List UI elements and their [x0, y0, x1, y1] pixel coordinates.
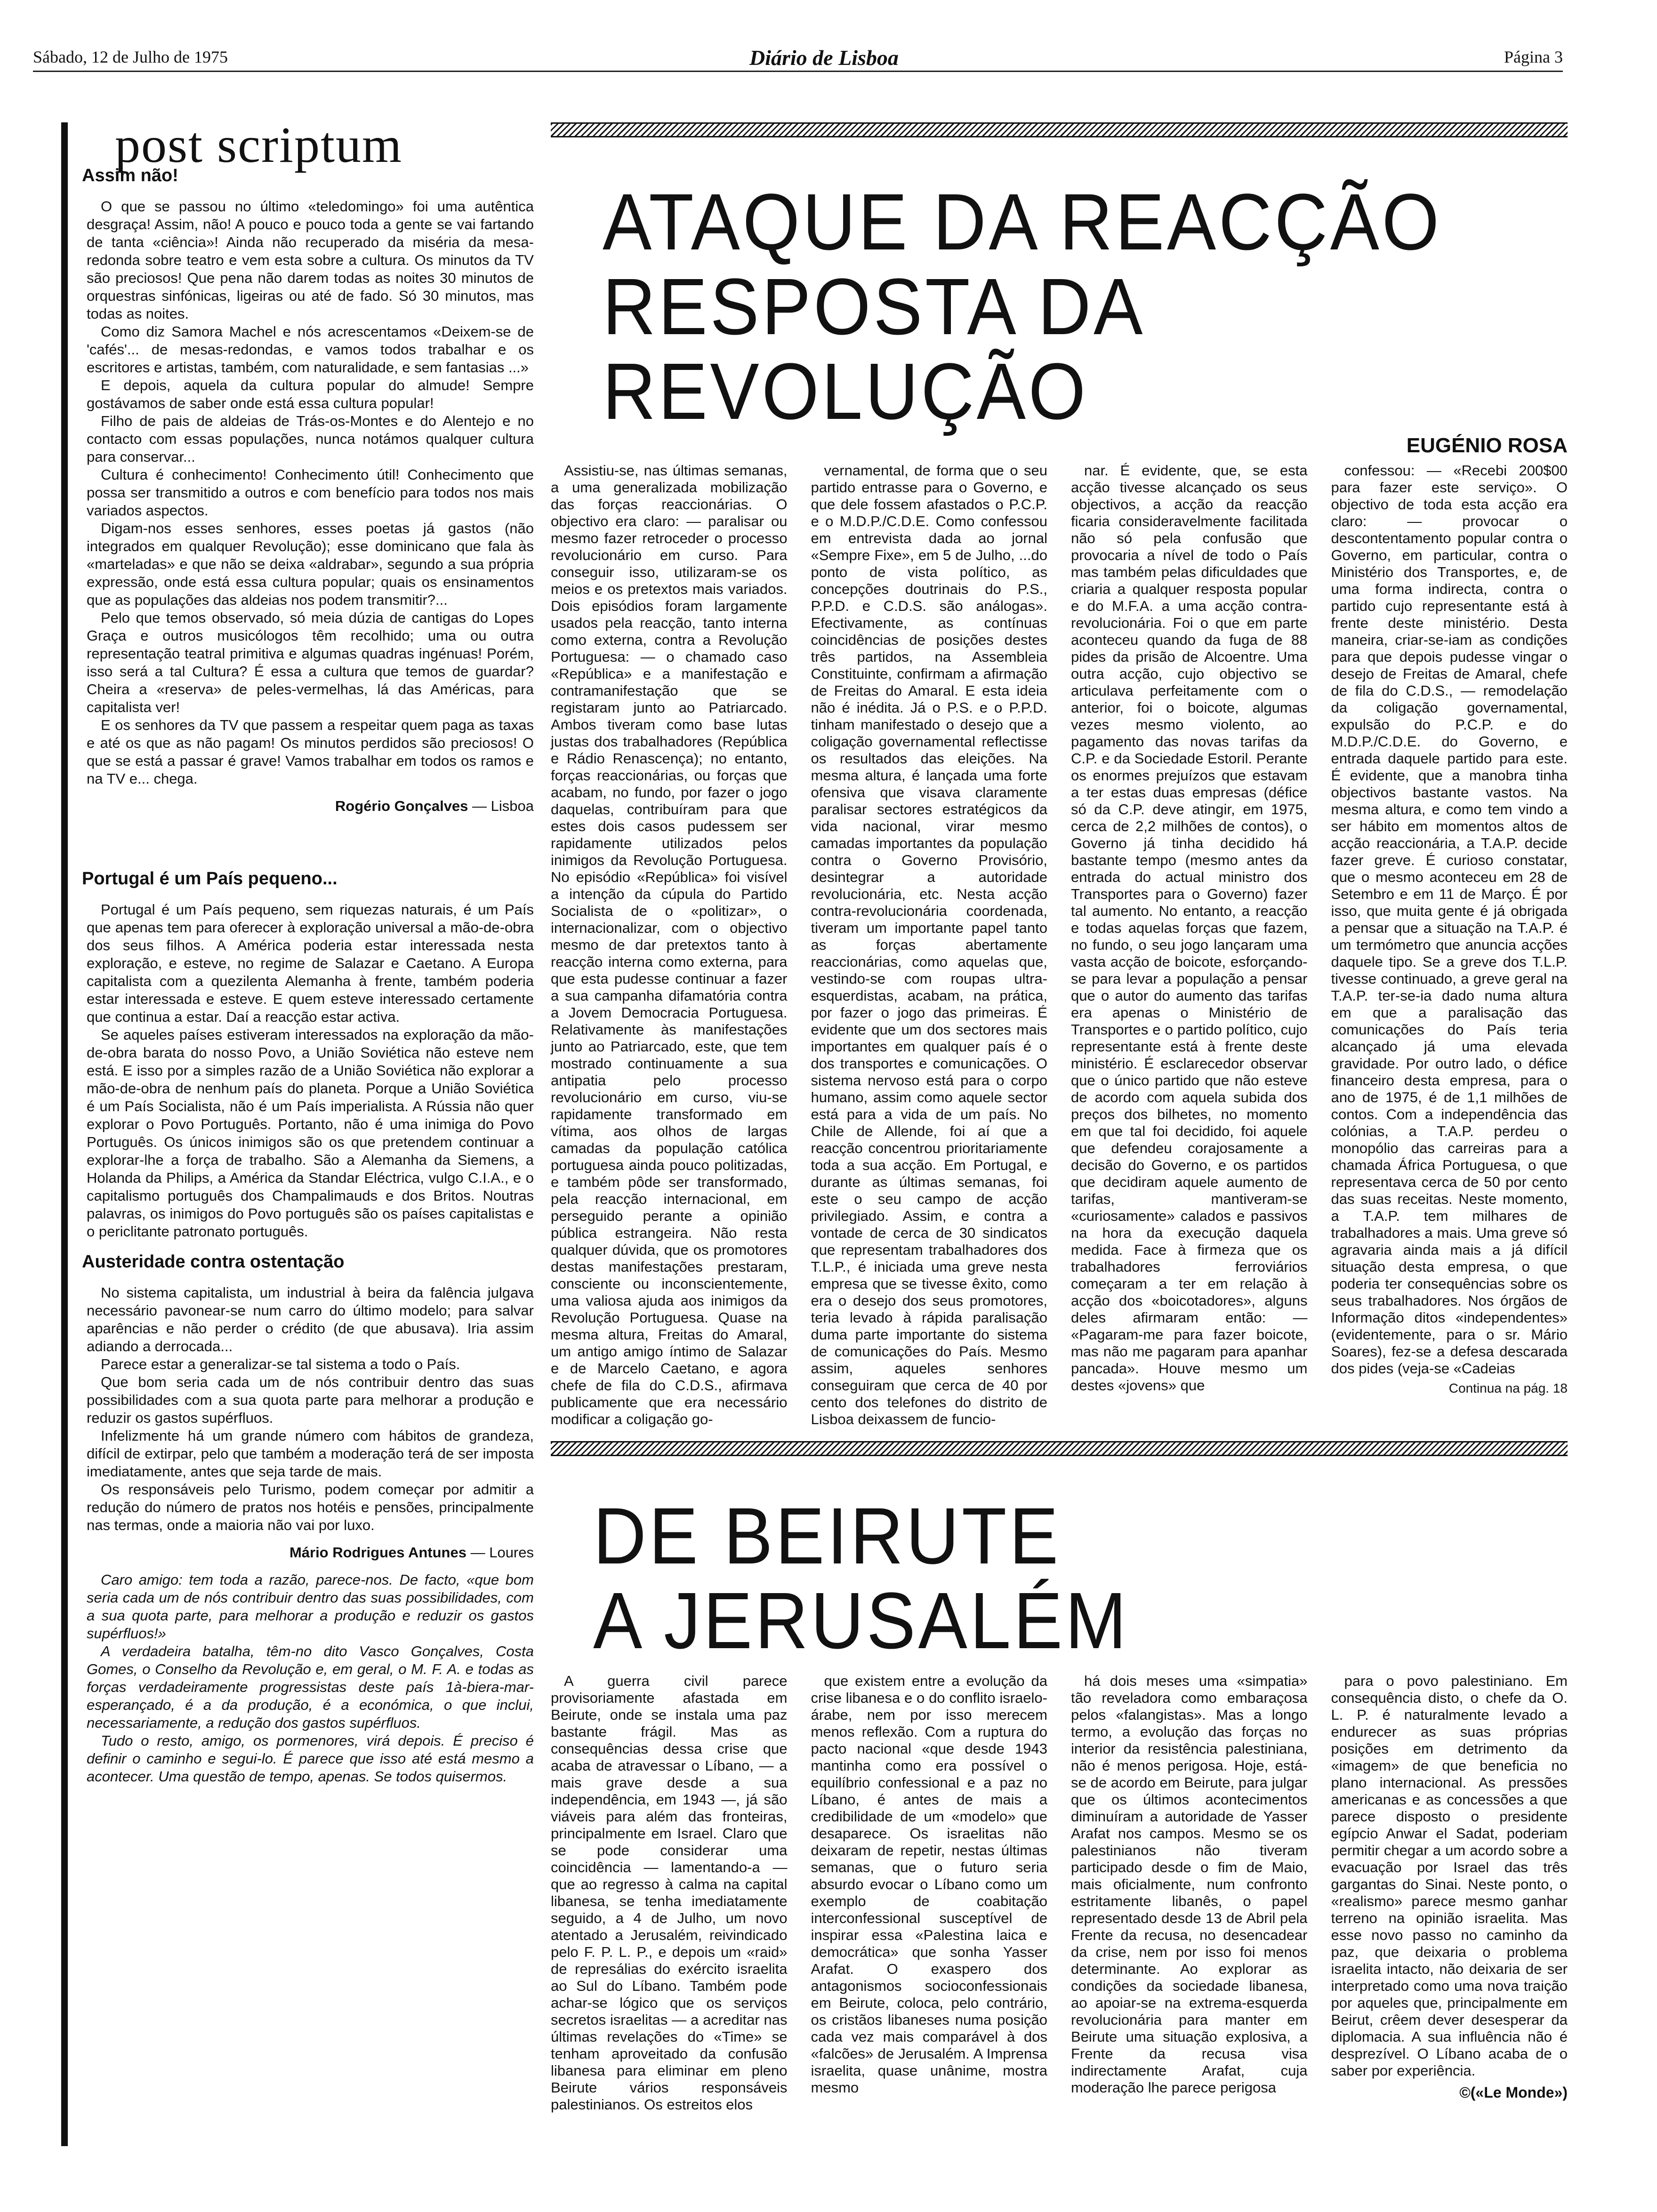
page-number: Página 3 [1504, 48, 1563, 66]
letter-heading: Assim não! [82, 166, 178, 185]
hatched-rule [551, 122, 1568, 137]
headline-line: DE BEIRUTE [593, 1491, 1061, 1581]
continued-link[interactable]: Continua na pág. 18 [1448, 1381, 1568, 1395]
article-column: vernamental, de forma que o seu partido entrasse para o Governo, e que dele fossem afastados o P.C.P. e o M.D.P./C.D.E. Como confessou em entrevista dada ao jornal «Sempre Fixe», em 5 de Julho, ...do ponto de vista político, as concepções doutrinais do P.S., P.P.D. e C.D.S. são análogas». Efectivamente, as contínuas coincidências de posições destes três partidos, na Assembleia Constituinte, confirmam a afirmação de Freitas do Amaral. E esta ideia não é inédita. Já o P.S. e o P.P.D. tinham manifestado o desejo que a coligação governamental reflectisse os resultados das eleições. Na mesma altura, é lançada uma forte ofensiva que visava claramente paralisar sectores estratégicos da vida nacional, virar mesmo camadas importantes da população contra o Governo Provisório, desintegrar a autoridade revolucionária, etc. Nesta acção contra-revolucionária coordenada, tiveram um importante papel tanto as forças abertamente reaccionárias, como aquelas que, vestindo-se com roupas ultra-esquerdistas, acabam, na prática, por fazer o jogo das primeiras. É evidente que um dos sectores mais importantes em qualquer país é o dos transportes e comunicações. O sistema nervoso está para o corpo humano, assim como aquele sector está para a vida de um país. No Chile de Allende, foi aí que a reacção concentrou prioritariamente toda a sua acção. Em Portugal, e durante as últimas semanas, foi este o seu campo de acção privilegiado. Assim, e contra a vontade de cerca de 30 sindicatos que representam trabalhadores dos T.L.P., é iniciada uma greve nesta empresa que se tivesse êxito, como era o desejo dos seus promotores, teria levado à rápida paralisação duma parte importante do sistema de comunicações do País. Mesmo assim, aqueles senhores conseguiram que cerca de 40 por cento dos telefones do distrito de Lisboa deixassem de funcio- [811, 462, 1047, 1427]
newspaper-name: Diário de Lisboa [744, 45, 904, 70]
headline-line: A JERUSALÉM [593, 1576, 1129, 1666]
letter-paragraph: Filho de pais de aldeias de Trás-os-Montes e do Alentejo e no contacto com essas populações, nunca notámos qualquer cultura para conservar... [87, 413, 534, 465]
signature-name: Rogério Gonçalves [335, 798, 468, 814]
letter-heading: Portugal é um País pequeno... [82, 869, 338, 889]
letter-paragraph: Infelizmente há um grande número com hábitos de grandeza, difícil de extirpar, pelo que também a moderação terá de ser imposta imediatamente, antes que seja tarde de mais. [87, 1427, 534, 1480]
article-headline [593, 1491, 1489, 1666]
article-body [551, 462, 1568, 1427]
article-column: para o povo palestiniano. Em consequência disto, o chefe da O. L. P. é naturalmente levado a endurecer as suas próprias posições em detrimento da «imagem» de que beneficia no plano internacional. As pressões americanas e as concessões a que parece disposto o presidente egípcio Anwar el Sadat, poderiam permitir chegar a um acordo sobre a evacuação por Israel das três gargantas do Sinai. Neste ponto, o «realismo» parece mesmo ganhar terreno na opinião israelita. Mas esse novo passo no caminho da paz, que deixaria o problema israelita intacto, não deixaria de ser interpretado como uma nova traição por aqueles que, principalmente em Beirut, crêem dever desesperar da diplomacia. A sua influência não é desprezível. O Líbano acaba de o saber por experiência. [1331, 1673, 1568, 2079]
signature-name: Mário Rodrigues Antunes [289, 1544, 467, 1561]
signature-location: — Lisboa [468, 798, 534, 814]
letter-paragraph: Os responsáveis pelo Turismo, podem começar por admitir a redução do número de pratos nos hotéis e pensões, principalmente nas termas, onde a maioria não vai por luxo. [87, 1481, 534, 1533]
editor-reply: Tudo o resto, amigo, os pormenores, virá depois. É preciso é definir o caminho e segui-lo. É parece que isso até está mesmo a acontecer. Uma questão de tempo, apenas. Se todos quisermos. [87, 1732, 534, 1785]
articles-area [551, 122, 1568, 2113]
article-column: Assistiu-se, nas últimas semanas, a uma generalizada mobilização das forças reaccionárias. O objectivo era claro: — paralisar ou mesmo fazer retroceder o processo revolucionário em curso. Para conseguir isso, utilizaram-se os meios e os pretextos mais variados. Dois episódios foram largamente usados pela reacção, tanto interna como externa, contra a Revolução Portuguesa: — o chamado caso «República» e a manifestação e contramanifestação que se registaram junto ao Patriarcado. Ambos tiveram como base lutas justas dos trabalhadores (República e Rádio Renascença); no entanto, forças reaccionárias, ou forças que acabam, no fundo, por fazer o jogo daquelas, contribuíram para que estes dois casos pudessem ser rapidamente utilizados pelos inimigos da Revolução Portuguesa. No episódio «República» foi visível a intenção da cúpula do Partido Socialista de o «politizar», o internacionalizar, com o objectivo mesmo de dar pretextos tanto à reacção interna como externa, para que esta pudesse continuar a fazer a sua campanha difamatória contra a Jovem Democracia Portuguesa. Relativamente às manifestações junto ao Patriarcado, este, que tem mostrado continuamente a sua antipatia pelo processo revolucionário em curso, viu-se rapidamente transformado em vítima, aos olhos de largas camadas da população católica portuguesa ainda pouco politizadas, e também pôde ser transformado, pela reacção internacional, em perseguido perante a opinião pública estrangeira. Não resta qualquer dúvida, que os promotores destas manifestações prestaram, consciente ou inconscientemente, uma valiosa ajuda aos inimigos da Revolução Portuguesa. Quase na mesma altura, Freitas do Amaral, um antigo amigo íntimo de Salazar e de Marcelo Caetano, e agora chefe de fila do C.D.S., afirmava publicamente que era necessário modificar a coligação go- [551, 462, 788, 1427]
issue-date: Sábado, 12 de Julho de 1975 [33, 48, 228, 66]
letter-signature [77, 1544, 534, 1562]
article-column: nar. É evidente, que, se esta acção tivesse alcançado os seus objectivos, a acção da reacção ficaria consideravelmente facilitada não só pela confusão que provocaria a nível de todo o País mas também pelas dificuldades que criaria a qualquer resposta popular e do M.F.A. a uma acção contra-revolucionária. Foi o que em parte aconteceu quando da fuga de 88 pides da prisão de Alcoentre. Uma outra acção, cujo objectivo se articulava perfeitamente com o anterior, foi o boicote, algumas vezes mesmo violento, ao pagamento das novas tarifas da C.P. e da Sociedade Estoril. Perante os enormes prejuízos que estavam a ter estas duas empresas (défice só da C.P. deve atingir, em 1975, cerca de 2,2 milhões de contos), o Governo já tinha decidido há bastante tempo (mesmo antes da entrada do actual ministro dos Transportes para o Governo) fazer tal aumento. No entanto, a reacção e todas aquelas forças que fazem, no fundo, o seu jogo lançaram uma vasta acção de boicote, esforçando-se para levar a população a pensar que o autor do aumento das tarifas era apenas o Ministério de Transportes e o partido político, cujo representante está à frente deste ministério. É esclarecedor observar que o único partido que não esteve de acordo com aquela subida dos preços dos bilhetes, no momento em que tal foi decidido, foi aquele que defendeu corajosamente a decisão do Governo, e os partidos que decidiram aquele aumento de tarifas, mantiveram-se «curiosamente» calados e passivos na hora da execução daquela medida. Face à firmeza que os trabalhadores ferroviários começaram a ter em relação à acção dos «boicotadores», alguns deles afirmaram então: — «Pagaram-me para fazer boicote, mas não me pagaram para apanhar pancada». Houve mesmo um destes «jovens» que [1071, 462, 1308, 1394]
article-column: há dois meses uma «simpatia» tão reveladora como embaraçosa pelos «falangistas». Mas a longo termo, a evolução das forças no interior da resistência palestiniana, não é menos perigosa. Hoje, está-se de acordo em Beirute, para julgar que os últimos acontecimentos diminuíram a autoridade de Yasser Arafat nos campos. Mesmo se os palestinianos não tiveram participado desde o fim de Maio, mais oficialmente, num confronto estritamente libanês, o papel representado desde 13 de Abril pela Frente da recusa, no desencadear da crise, nem por isso foi menos determinante. Ao explorar as condições da sociedade libanesa, ao apoiar-se na extrema-esquerda revolucionária para manter em Beirute uma situação explosiva, a Frente da recusa visa indirectamente Arafat, cuja moderação lhe parece perigosa [1071, 1673, 1308, 2096]
letter-paragraph: E os senhores da TV que passem a respeitar quem paga as taxas e até os que as não pagam! Os minutos perdidos são preciosos! O que se está a passar é grave! Vamos trabalhar em todos os ramos e na TV e... chega. [87, 717, 534, 787]
signature-location: — Loures [466, 1544, 534, 1561]
letter-paragraph: Digam-nos esses senhores, esses poetas já gastos (não integrados em qualquer Revolução); esse dominicano que fala às «marteladas» e que não se deixa «aldrabar», segundo a sua própria expressão, onde está essa cultura popular; quais os ensinamentos que as populações das aldeias nos podem transmitir?... [87, 520, 534, 608]
headline-line: RESPOSTA DA REVOLUÇÃO [603, 262, 1142, 436]
letter-paragraph: E depois, aquela da cultura popular do almude! Sempre gostávamos de saber onde está essa cultura popular! [87, 377, 534, 411]
letter-paragraph: Se aqueles países estiveram interessados na exploração da mão-de-obra barata do nosso Povo, a União Soviética não esteve nem está. E isso por a simples razão de a União Soviética não explorar a mão-de-obra de nenhum país do planeta. Porque a União Soviética é um País Socialista, não é um País imperialista. A Rússia não quer explorar o Povo Português. Portanto, não é uma inimiga do Povo Português. Os únicos inimigos são os que pretendem continuar a explorar-lhe a força de trabalho. São a Alemanha da Siemens, a Holanda da Philips, a América da Standar Eléctrica, vulgo C.I.A., e o capitalismo português dos Champalimauds e dos Britos. Noutras palavras, os inimigos do Povo português são os países capitalistas e o periclitante patronato português. [87, 1026, 534, 1240]
article-column: A guerra civil parece provisoriamente afastada em Beirute, onde se instala uma paz bastante frágil. Mas as consequências dessa crise que acaba de atravessar o Líbano, — a mais grave desde a sua independência, em 1943 —, já são viáveis para além das fronteiras, principalmente em Israel. Claro que se pode considerar uma coincidência — lamentando-a — que ao regresso à calma na capital libanesa, se tenha imediatamente seguido, a 4 de Julho, um novo atentado a Jerusalém, reivindicado pelo F. P. L. P., e depois um «raid» de represálias do exército israelita ao Sul do Líbano. Também pode achar-se lógico que os serviços secretos israelitas — a acreditar nas últimas revelações do «Time» se tenham aproveitado da confusão libanesa para eliminar em pleno Beirute vários responsáveis palestinianos. Os estreitos elos [551, 1673, 788, 2113]
letter-paragraph: No sistema capitalista, um industrial à beira da falência julgava necessário pavonear-se num carro do último modelo; para salvar aparências e não perder o crédito (de que abusava). Iria assim adiando a derrocada... [87, 1284, 534, 1354]
letter-paragraph: Portugal é um País pequeno, sem riquezas naturais, é um País que apenas tem para oferecer à exploração universal a mão-de-obra dos seus filhos. A América poderia estar interessada nesta exploração, e esteve, no regime de Salazar e Caetano. A Europa capitalista com a quezilenta Alemanha à frente, também poderia estar interessada e esteve. E quem esteve interessado certamente que continua a estar. Daí a reacção estar activa. [87, 901, 534, 1025]
article-body [551, 1673, 1568, 2113]
letter-heading: Austeridade contra ostentação [82, 1252, 345, 1272]
section-title: post scriptum [115, 117, 402, 173]
source-credit: ©(«Le Monde») [1459, 2084, 1568, 2101]
masthead [33, 42, 1563, 72]
article-column: que existem entre a evolução da crise libanesa e o do conflito israelo-árabe, nem por isso merecem menos reflexão. Com a ruptura do pacto nacional «que desde 1943 mantinha como era possível o equilíbrio confessional e a paz no Líbano, é antes de mais a credibilidade de um «modelo» que desaparece. Os israelitas não deixaram de repetir, nestas últimas semanas, que o futuro seria absurdo evocar o Líbano como um exemplo de coabitação interconfessional susceptível de inspirar essa «Palestina laica e democrática» que sonha Yasser Arafat. O exaspero dos antagonismos socioconfessionais em Beirute, coloca, pelo contrário, os cristãos libaneses numa posição cada vez mais comparável à dos «falcões» de Jerusalém. A Imprensa israelita, quase unânime, mostra mesmo [811, 1673, 1047, 2096]
letter-paragraph: Parece estar a generalizar-se tal sistema a todo o País. [101, 1356, 460, 1372]
hatched-rule [551, 1441, 1568, 1456]
editor-reply: A verdadeira batalha, têm-no dito Vasco Gonçalves, Costa Gomes, o Conselho da Revolução e, em geral, o M. F. A. e todas as forças verdadeiramente progressistas deste país 1à-biera-mar-esperançado, é a da produção, é a económica, o que inclui, necessariamente, a redução dos gastos supérfluos. [87, 1643, 534, 1731]
article-column: confessou: — «Recebi 200$00 para fazer este serviço». O objectivo de toda esta acção era claro: — provocar o descontentamento popular contra o Governo, em particular, contra o Ministério dos Transportes, e, de uma forma indirecta, contra o partido cujo representante está à frente deste ministério. Desta maneira, criar-se-iam as condições para que depois pudesse vingar o desejo de Freitas de Amaral, chefe de fila do C.D.S., — remodelação da coligação governamental, expulsão do P.C.P. e do M.D.P./C.D.E. do Governo, e entrada daquele partido para este. É evidente, que a manobra tinha objectivos bastante vastos. Na mesma altura, e como tem vindo a ser hábito em momentos altos de acção reaccionária, a T.A.P. decide fazer greve. É curioso constatar, que o mesmo aconteceu em 28 de Setembro e em 11 de Março. É por isso, que muita gente é já obrigada a pensar que a situação na T.A.P. é um termómetro que anuncia acções daquele tipo. Se a greve dos T.L.P. tivesse continuado, a greve geral na T.A.P. ter-se-ia dado numa altura em que a paralisação das comunicações do País teria alcançado já uma elevada gravidade. Por outro lado, o défice financeiro desta empresa, para o ano de 1975, é de 1,1 milhões de contos. Com a independência das colónias, a T.A.P. perdeu o monopólio das carreiras para a chamada África Portuguesa, o que representava cerca de 50 por cento das suas receitas. Neste momento, a T.A.P. tem milhares de trabalhadores a mais. Uma greve só agravaria ainda mais a já difícil situação desta empresa, o que poderia ter consequências sobre os seus trabalhadores. Nos órgãos de Informação ditos «independentes» (evidentemente, para o sr. Mário Soares), fez-se a defesa descarada dos pides (veja-se «Cadeias [1331, 462, 1568, 1377]
letter-paragraph: O que se passou no último «teledomingo» foi uma autêntica desgraça! Assim, não! A pouco e pouco toda a gente se vai fartando de tanta «ciência»! Ainda não recuperado da miséria da mesa-redonda sobre teatro e vem esta sobre a cultura. Os minutos da TV são preciosos! Que pena não darem todas as noites 30 minutos de orquestras sinfónicas, ligeiras ou até de fado. Só 30 minutos, mas todas as noites. [87, 198, 534, 322]
article-byline: EUGÉNIO ROSA [1406, 434, 1568, 457]
headline-line: ATAQUE DA REACÇÃO [603, 177, 1442, 267]
article-headline [603, 177, 1490, 436]
editor-reply: Caro amigo: tem toda a razão, parece-nos. De facto, «que bom seria cada um de nós contribuir dentro das suas possibilidades, com a sua quota parte, para melhorar a produção e reduzir os gastos supérfluos!» [87, 1571, 534, 1642]
letter-paragraph: Como diz Samora Machel e nós acrescentamos «Deixem-se de 'cafés'... de mesas-redondas, e vamos todos trabalhar e os escritores e artistas, também, com naturalidade, e sem fantasias ...» [87, 323, 534, 376]
post-scriptum-column [61, 117, 534, 2146]
letter-paragraph: Pelo que temos observado, só meia dúzia de cantigas do Lopes Graça e outros musicólogos têm recolhido; uma ou outra representação teatral primitiva e algumas quadras ingénuas! Porém, isso será a tal Cultura? É essa a cultura que temos de guardar? Cheira a «reserva» de peles-vermelhas, lá das Américas, para capitalista ver! [87, 609, 534, 715]
letter-paragraph: Cultura é conhecimento! Conhecimento útil! Conhecimento que possa ser transmitido a outros e com benefício para todos nos mais variados aspectos. [87, 466, 534, 519]
letter-signature [77, 797, 534, 815]
letter-paragraph: Que bom seria cada um de nós contribuir dentro das suas possibilidades com a sua quota parte para melhorar a produção e reduzir os gastos supérfluos. [87, 1374, 534, 1426]
